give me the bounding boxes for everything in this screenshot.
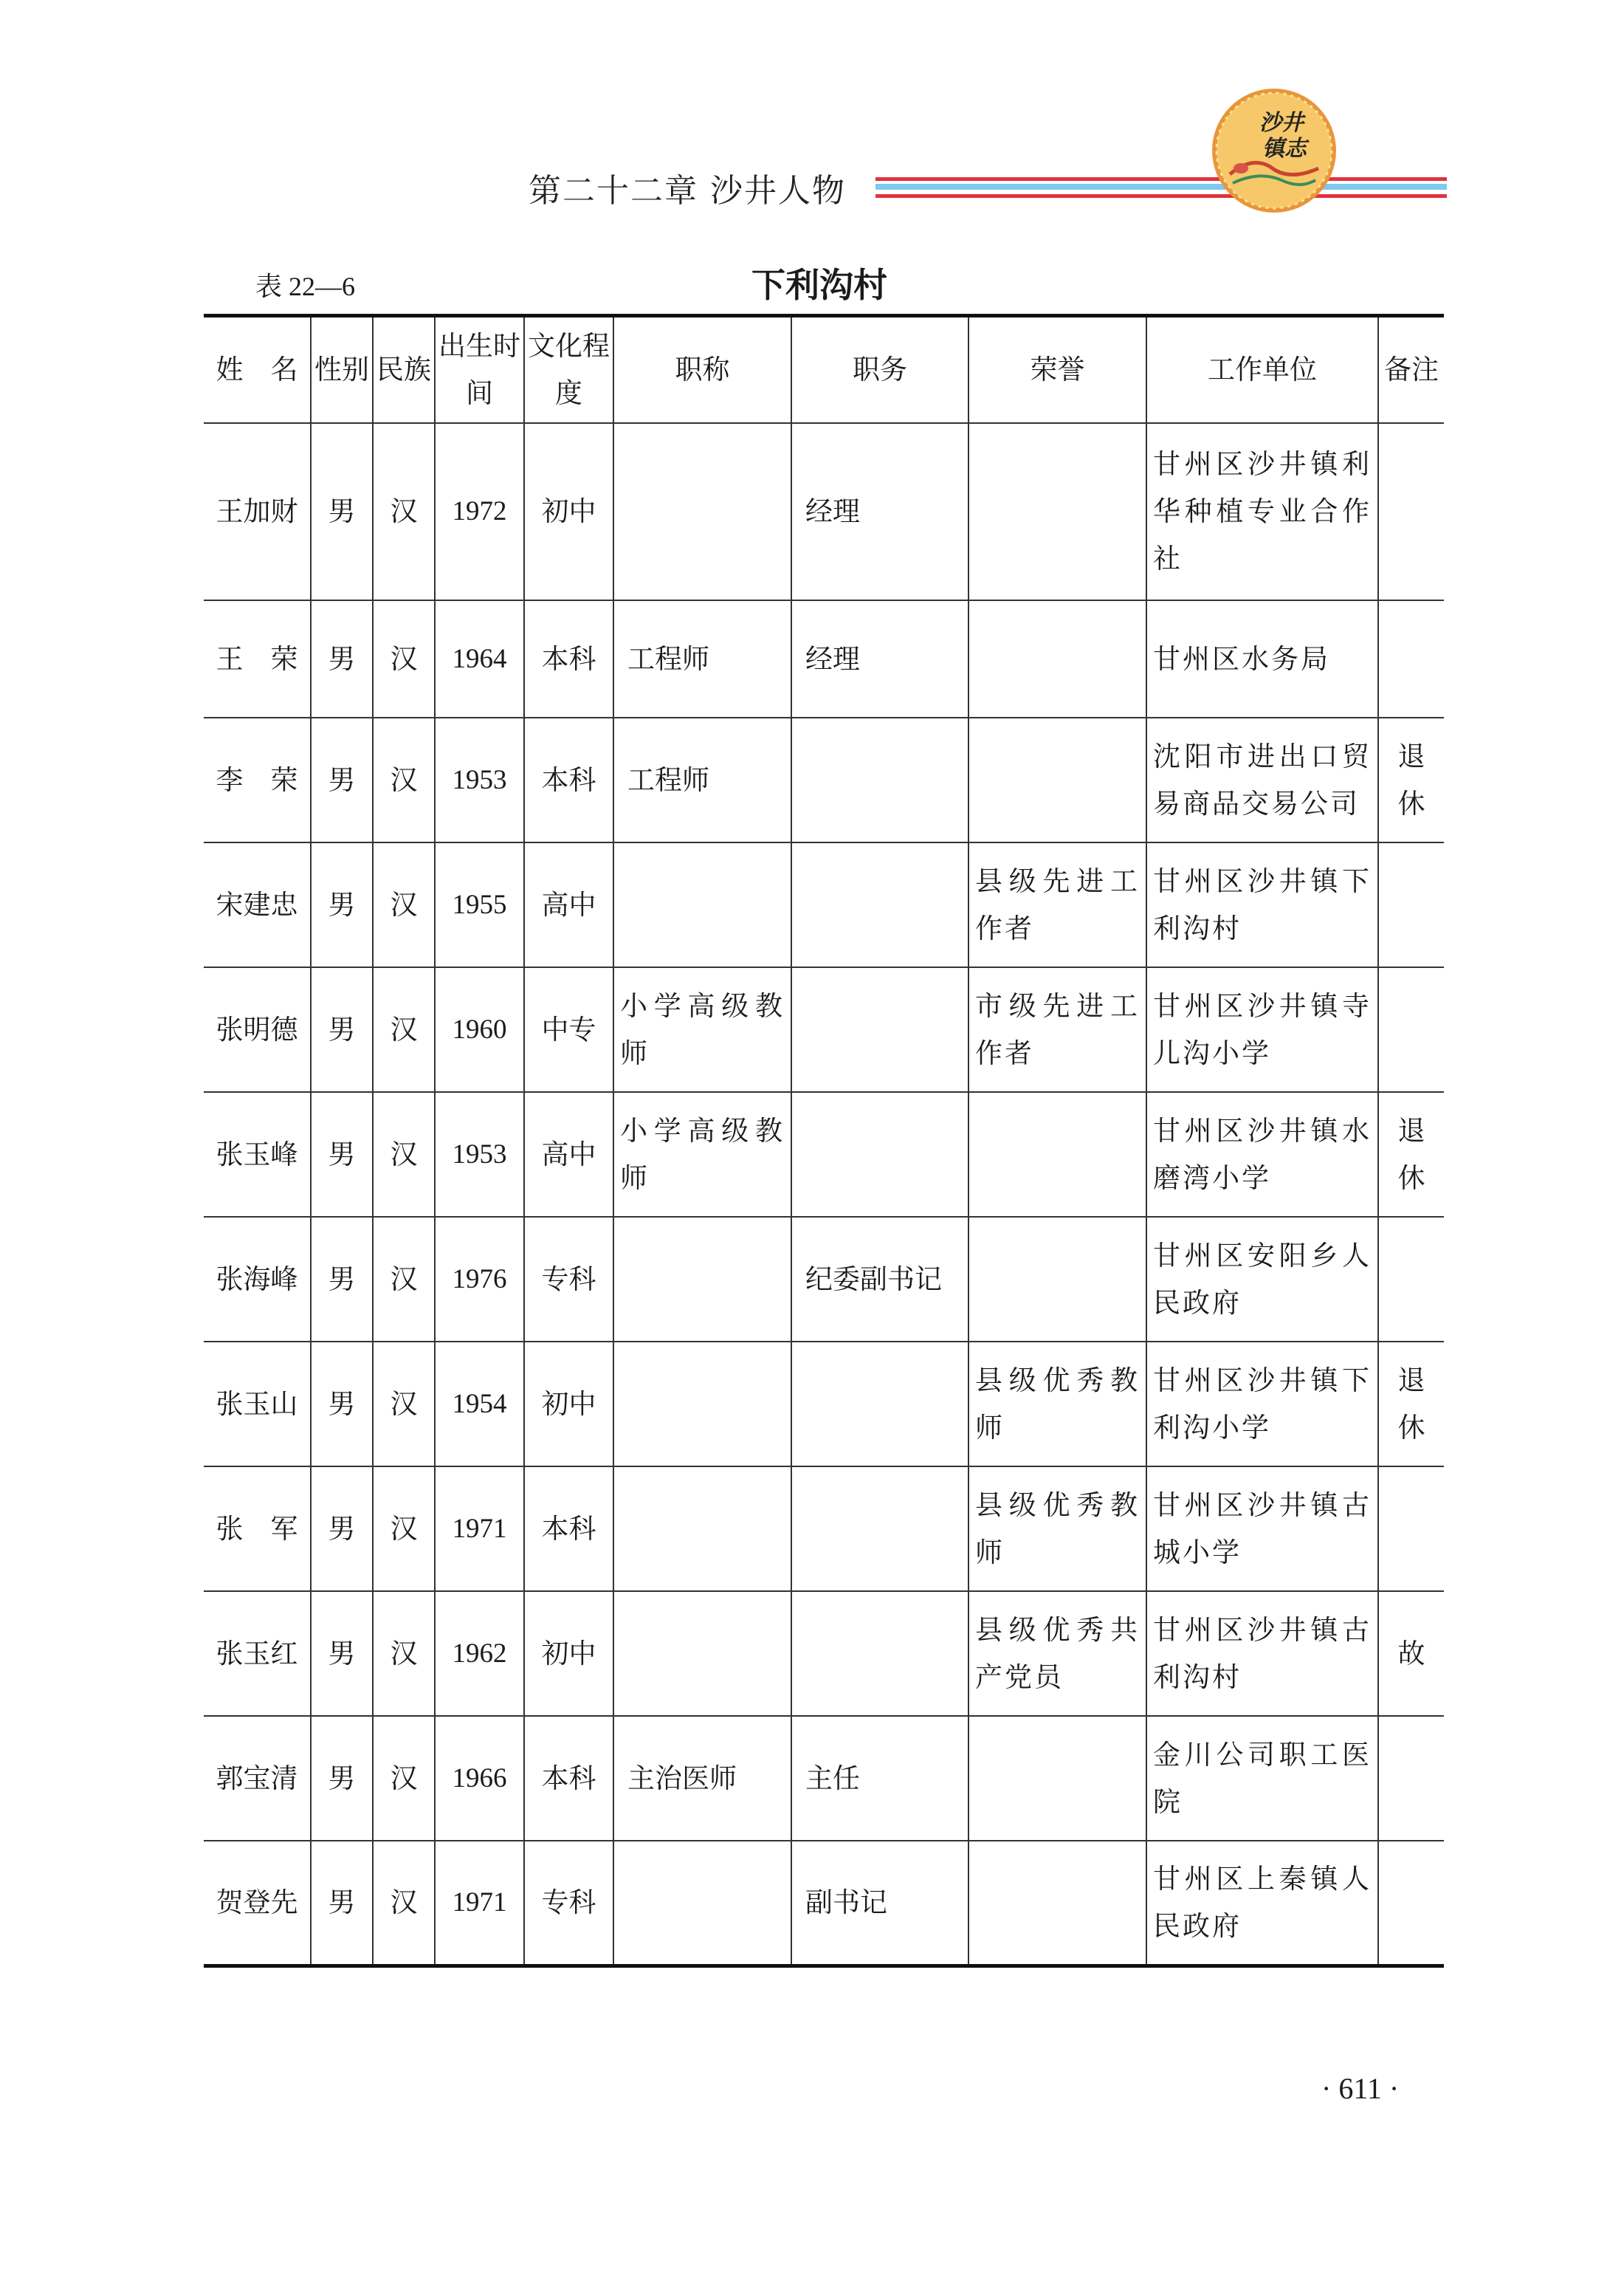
- header-rule: [875, 177, 1447, 202]
- cell-title: [613, 1841, 791, 1966]
- cell-education: 初中: [524, 423, 613, 600]
- cell-honor: 县级优秀共产党员: [968, 1591, 1146, 1716]
- cell-workplace: 金川公司职工医院: [1146, 1716, 1378, 1841]
- cell-position: 经理: [791, 423, 968, 600]
- cell-gender: 男: [311, 1466, 373, 1591]
- column-header-education: 文化程度: [524, 316, 613, 424]
- cell-title: [613, 1466, 791, 1591]
- cell-honor: [968, 1841, 1146, 1966]
- column-header-name: 姓 名: [204, 316, 311, 424]
- table-row: [204, 718, 1444, 842]
- cell-note: [1378, 423, 1444, 600]
- town-annals-seal-logo: [1208, 86, 1341, 216]
- cell-name: 张玉山: [204, 1342, 311, 1466]
- cell-position: 纪委副书记: [791, 1217, 968, 1342]
- cell-birth: 1954: [435, 1342, 524, 1466]
- cell-gender: 男: [311, 842, 373, 967]
- cell-honor: [968, 423, 1146, 600]
- column-header-gender: 性别: [311, 316, 373, 424]
- cell-education: 专科: [524, 1841, 613, 1966]
- cell-name: 贺登先: [204, 1841, 311, 1966]
- cell-birth: 1966: [435, 1716, 524, 1841]
- cell-gender: 男: [311, 1591, 373, 1716]
- chapter-title: 第二十二章 沙井人物: [529, 172, 846, 210]
- cell-gender: 男: [311, 1716, 373, 1841]
- cell-note: 退休: [1378, 718, 1444, 842]
- cell-note: [1378, 1841, 1444, 1966]
- cell-workplace: 甘州区水务局: [1146, 600, 1378, 718]
- cell-note: [1378, 1217, 1444, 1342]
- cell-gender: 男: [311, 967, 373, 1092]
- cell-birth: 1962: [435, 1591, 524, 1716]
- table-row: [204, 1591, 1444, 1716]
- cell-workplace: 甘州区沙井镇下利沟村: [1146, 842, 1378, 967]
- cell-name: 李 荣: [204, 718, 311, 842]
- cell-name: 张 军: [204, 1466, 311, 1591]
- cell-ethnicity: 汉: [373, 718, 435, 842]
- cell-honor: 市级先进工作者: [968, 967, 1146, 1092]
- table-row: [204, 600, 1444, 718]
- cell-birth: 1960: [435, 967, 524, 1092]
- table-row: [204, 1342, 1444, 1466]
- cell-name: 宋建忠: [204, 842, 311, 967]
- cell-workplace: 甘州区上秦镇人民政府: [1146, 1841, 1378, 1966]
- table-row: [204, 967, 1444, 1092]
- column-header-birth: 出生时间: [435, 316, 524, 424]
- cell-birth: 1972: [435, 423, 524, 600]
- cell-note: 退休: [1378, 1342, 1444, 1466]
- cell-ethnicity: 汉: [373, 967, 435, 1092]
- cell-position: [791, 842, 968, 967]
- cell-title: [613, 1217, 791, 1342]
- cell-gender: 男: [311, 1841, 373, 1966]
- page-number: · 611 ·: [1321, 2072, 1400, 2105]
- cell-note: [1378, 842, 1444, 967]
- cell-birth: 1971: [435, 1841, 524, 1966]
- cell-position: 副书记: [791, 1841, 968, 1966]
- cell-birth: 1953: [435, 1092, 524, 1217]
- table-row: [204, 842, 1444, 967]
- table-row: [204, 1217, 1444, 1342]
- cell-name: 郭宝清: [204, 1716, 311, 1841]
- seal-text-line-2: 镇志: [1262, 136, 1307, 162]
- cell-ethnicity: 汉: [373, 1092, 435, 1217]
- cell-honor: [968, 718, 1146, 842]
- cell-workplace: 甘州区沙井镇古利沟村: [1146, 1591, 1378, 1716]
- cell-gender: 男: [311, 1092, 373, 1217]
- cell-name: 张玉峰: [204, 1092, 311, 1217]
- cell-birth: 1955: [435, 842, 524, 967]
- table-row: [204, 1716, 1444, 1841]
- cell-workplace: 甘州区安阳乡人民政府: [1146, 1217, 1378, 1342]
- cell-gender: 男: [311, 718, 373, 842]
- cell-education: 本科: [524, 1466, 613, 1591]
- cell-education: 高中: [524, 842, 613, 967]
- cell-name: 张明德: [204, 967, 311, 1092]
- cell-title: [613, 1591, 791, 1716]
- table-row: [204, 1466, 1444, 1591]
- table-row: [204, 1092, 1444, 1217]
- cell-workplace: 甘州区沙井镇水磨湾小学: [1146, 1092, 1378, 1217]
- cell-education: 初中: [524, 1591, 613, 1716]
- cell-note: 退休: [1378, 1092, 1444, 1217]
- cell-position: [791, 1092, 968, 1217]
- cell-note: [1378, 600, 1444, 718]
- cell-honor: [968, 1716, 1146, 1841]
- cell-education: 中专: [524, 967, 613, 1092]
- cell-title: 主治医师: [613, 1716, 791, 1841]
- column-header-position: 职务: [791, 316, 968, 424]
- cell-title: [613, 1342, 791, 1466]
- cell-workplace: 甘州区沙井镇古城小学: [1146, 1466, 1378, 1591]
- table-row: [204, 1841, 1444, 1966]
- cell-ethnicity: 汉: [373, 600, 435, 718]
- cell-birth: 1971: [435, 1466, 524, 1591]
- cell-position: [791, 1342, 968, 1466]
- cell-position: [791, 718, 968, 842]
- cell-education: 初中: [524, 1342, 613, 1466]
- cell-position: [791, 967, 968, 1092]
- cell-education: 专科: [524, 1217, 613, 1342]
- cell-note: [1378, 1466, 1444, 1591]
- cell-honor: [968, 600, 1146, 718]
- column-header-workplace: 工作单位: [1146, 316, 1378, 424]
- cell-gender: 男: [311, 1217, 373, 1342]
- cell-ethnicity: 汉: [373, 1466, 435, 1591]
- cell-title: 工程师: [613, 718, 791, 842]
- cell-gender: 男: [311, 1342, 373, 1466]
- table-header-row: [204, 316, 1444, 424]
- cell-name: 张玉红: [204, 1591, 311, 1716]
- cell-honor: 县级先进工作者: [968, 842, 1146, 967]
- cell-education: 高中: [524, 1092, 613, 1217]
- cell-name: 王 荣: [204, 600, 311, 718]
- cell-honor: [968, 1092, 1146, 1217]
- column-header-note: 备注: [1378, 316, 1444, 424]
- cell-position: [791, 1591, 968, 1716]
- cell-birth: 1964: [435, 600, 524, 718]
- cell-ethnicity: 汉: [373, 1342, 435, 1466]
- cell-workplace: 沈阳市进出口贸易商品交易公司: [1146, 718, 1378, 842]
- cell-title: 小学高级教师: [613, 967, 791, 1092]
- cell-birth: 1976: [435, 1217, 524, 1342]
- column-header-honor: 荣誉: [968, 316, 1146, 424]
- cell-title: [613, 423, 791, 600]
- cell-honor: 县级优秀教师: [968, 1466, 1146, 1591]
- cell-note: [1378, 967, 1444, 1092]
- cell-position: 经理: [791, 600, 968, 718]
- cell-gender: 男: [311, 423, 373, 600]
- cell-position: [791, 1466, 968, 1591]
- cell-name: 王加财: [204, 423, 311, 600]
- table-row: [204, 423, 1444, 600]
- cell-position: 主任: [791, 1716, 968, 1841]
- cell-ethnicity: 汉: [373, 423, 435, 600]
- cell-education: 本科: [524, 1716, 613, 1841]
- cell-title: 工程师: [613, 600, 791, 718]
- column-header-ethnicity: 民族: [373, 316, 435, 424]
- cell-ethnicity: 汉: [373, 1841, 435, 1966]
- cell-ethnicity: 汉: [373, 1591, 435, 1716]
- cell-gender: 男: [311, 600, 373, 718]
- seal-text-line-1: 沙井: [1259, 110, 1304, 136]
- cell-ethnicity: 汉: [373, 1217, 435, 1342]
- table-label: 表 22—6: [255, 272, 356, 301]
- cell-workplace: 甘州区沙井镇寺儿沟小学: [1146, 967, 1378, 1092]
- cell-title: [613, 842, 791, 967]
- cell-note: [1378, 1716, 1444, 1841]
- cell-ethnicity: 汉: [373, 842, 435, 967]
- table-title: 下利沟村: [751, 265, 887, 305]
- cell-ethnicity: 汉: [373, 1716, 435, 1841]
- cell-education: 本科: [524, 718, 613, 842]
- cell-workplace: 甘州区沙井镇利华种植专业合作社: [1146, 423, 1378, 600]
- cell-honor: 县级优秀教师: [968, 1342, 1146, 1466]
- cell-education: 本科: [524, 600, 613, 718]
- people-table: [204, 314, 1444, 1968]
- column-header-title: 职称: [613, 316, 791, 424]
- cell-note: 故: [1378, 1591, 1444, 1716]
- cell-workplace: 甘州区沙井镇下利沟小学: [1146, 1342, 1378, 1466]
- cell-name: 张海峰: [204, 1217, 311, 1342]
- cell-title: 小学高级教师: [613, 1092, 791, 1217]
- cell-birth: 1953: [435, 718, 524, 842]
- cell-honor: [968, 1217, 1146, 1342]
